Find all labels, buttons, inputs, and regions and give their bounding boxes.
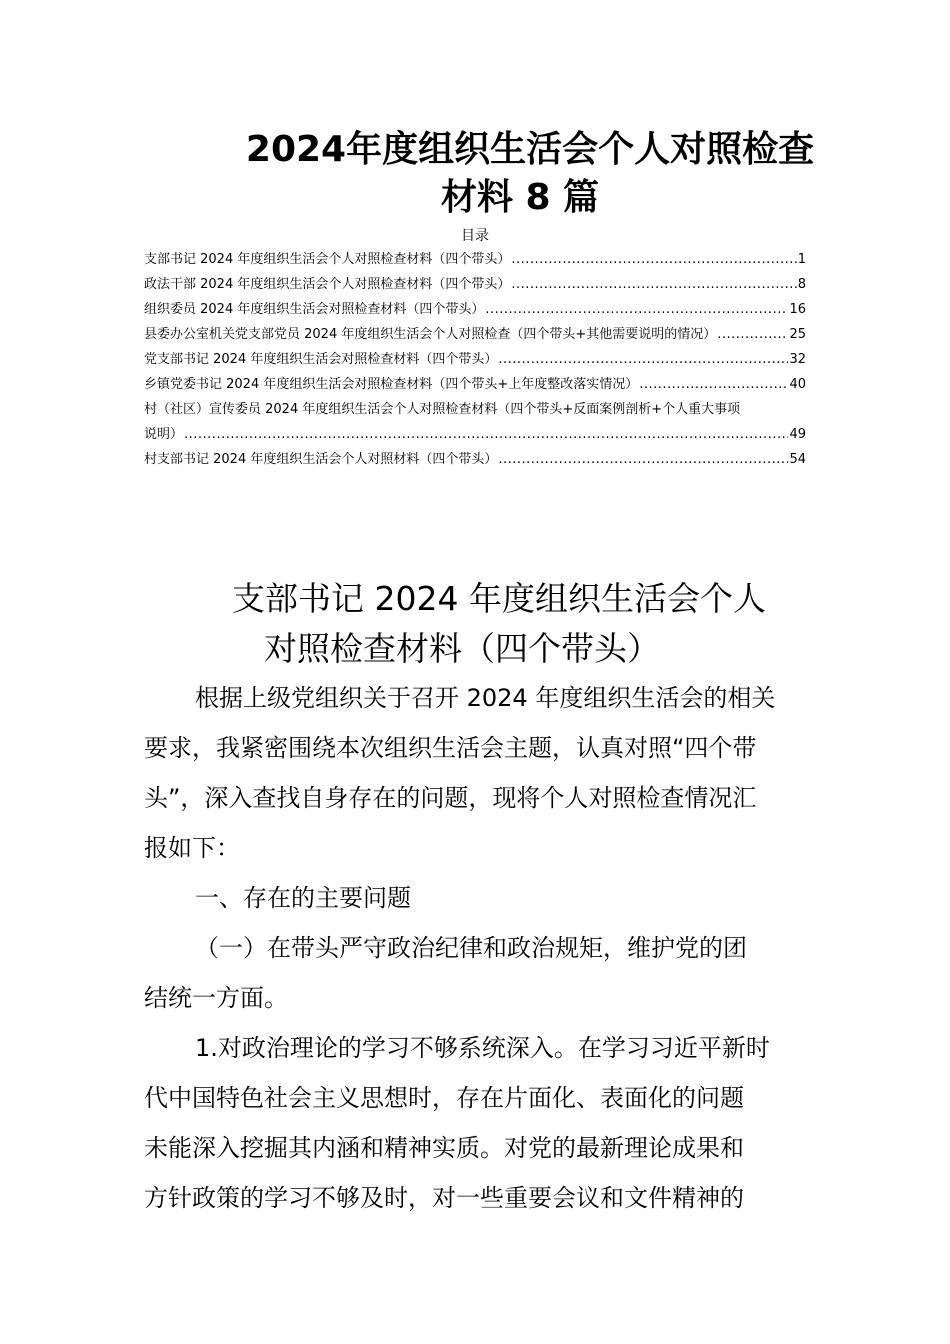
paragraph-line: 方针政策的学习不够及时，对一些重要会议和文件精神的 <box>144 1184 744 1212</box>
document-title-line2: 材料 8 篇 <box>440 177 600 218</box>
section-title-line1: 支部书记 2024 年度组织生活会个人 <box>232 579 766 618</box>
paragraph-line: 根据上级党组织关于召开 2024 年度组织生活会的相关 <box>195 684 776 712</box>
section-title-line2: 对照检查材料（四个带头） <box>264 629 660 668</box>
toc-entry-title: 组织委员 2024 年度组织生活会对照检查材料（四个带头） <box>144 302 485 317</box>
toc-entry-page: 1 <box>797 252 806 267</box>
toc-entry-page: 40 <box>789 377 806 392</box>
toc-leader-dots <box>498 350 788 370</box>
toc-entry-title: 说明） <box>144 427 184 442</box>
toc-leader-dots <box>498 450 788 470</box>
toc-entry-title: 县委办公室机关党支部党员 2024 年度组织生活会个人对照检查（四个带头+其他需要说明的情况） <box>144 327 717 342</box>
toc-entry-page: 16 <box>789 302 806 317</box>
paragraph-line: 未能深入挖掘其内涵和精神实质。对党的最新理论成果和 <box>144 1134 744 1162</box>
toc-entry[interactable] <box>144 275 806 295</box>
toc-entry[interactable] <box>144 425 806 445</box>
toc-entry-page: 49 <box>789 427 806 442</box>
toc-leader-dots <box>511 250 796 270</box>
toc-entry-page: 54 <box>789 452 806 467</box>
paragraph-line: 要求，我紧密围绕本次组织生活会主题，认真对照“四个带 <box>144 734 757 762</box>
toc-entry-page: 32 <box>789 352 806 367</box>
toc-leader-dots <box>717 325 788 345</box>
toc-entry[interactable] <box>144 450 806 470</box>
paragraph-line: 头”，深入查找自身存在的问题，现将个人对照检查情况汇 <box>144 784 757 812</box>
toc-entry-title: 党支部书记 2024 年度组织生活会对照检查材料（四个带头） <box>144 352 498 367</box>
toc-leader-dots <box>485 300 788 320</box>
toc-entry-page: 8 <box>797 277 806 292</box>
toc-leader-dots <box>639 375 788 395</box>
toc-entry-page: 25 <box>789 327 806 342</box>
toc-entry[interactable] <box>144 325 806 345</box>
document-title-line1: 2024年度组织生活会个人对照检查 <box>245 129 815 170</box>
toc-entry-title: 政法干部 2024 年度组织生活会个人对照检查材料（四个带头） <box>144 277 511 292</box>
toc-entry-title: 村支部书记 2024 年度组织生活会个人对照材料（四个带头） <box>144 452 498 467</box>
toc-entry[interactable] <box>144 300 806 320</box>
toc-entry-title: 村（社区）宣传委员 2024 年度组织生活会个人对照检查材料（四个带头+反面案例剖析+个人重大事项 <box>144 402 741 417</box>
toc-entry[interactable] <box>144 250 806 270</box>
paragraph-line: 代中国特色社会主义思想时，存在片面化、表面化的问题 <box>144 1084 744 1112</box>
toc-entry-first-line[interactable] <box>144 400 806 420</box>
toc-entry[interactable] <box>144 350 806 370</box>
toc-entry[interactable] <box>144 375 806 395</box>
paragraph-line: （一）在带头严守政治纪律和政治规矩，维护党的团 <box>195 934 747 962</box>
toc-leader-dots <box>511 275 796 295</box>
paragraph-line: 报如下： <box>144 834 240 862</box>
paragraph-line: 结统一方面。 <box>144 984 288 1012</box>
toc-entry-title: 乡镇党委书记 2024 年度组织生活会对照检查材料（四个带头+上年度整改落实情况） <box>144 377 639 392</box>
paragraph-line: 1.对政治理论的学习不够系统深入。在学习习近平新时 <box>195 1034 770 1062</box>
toc-heading: 目录 <box>461 228 489 244</box>
subheading: 一、存在的主要问题 <box>195 884 411 912</box>
toc-leader-dots <box>184 425 788 445</box>
toc-entry-title: 支部书记 2024 年度组织生活会个人对照检查材料（四个带头） <box>144 252 511 267</box>
